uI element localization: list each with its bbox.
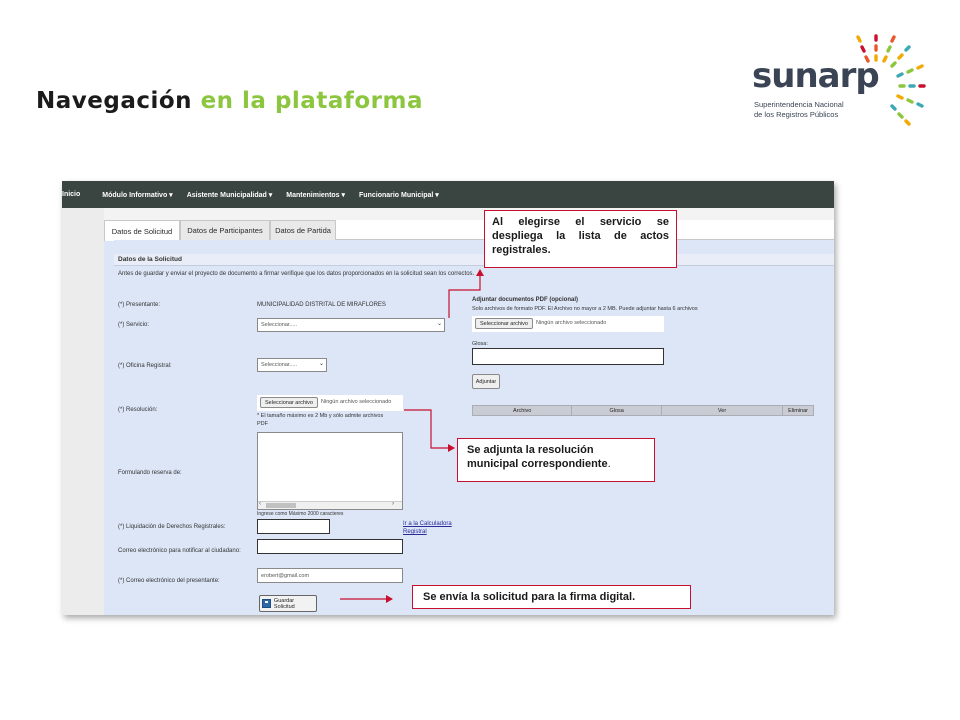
nav-modulo-informativo[interactable]: Módulo Informativo ▾	[102, 191, 173, 199]
adjuntar-file-input[interactable]	[472, 316, 664, 332]
nav-mantenimientos[interactable]: Mantenimientos ▾	[286, 191, 346, 199]
correo-ciudadano-label: Correo electrónico para notificar al ciudadano:	[118, 548, 241, 554]
servicio-label: (*) Servicio:	[118, 322, 150, 328]
app-screenshot	[62, 181, 834, 615]
col-archivo: Archivo	[473, 406, 572, 415]
logo-subtitle-line1: Superintendencia Nacional	[754, 100, 844, 109]
adjuntar-title: Adjuntar documentos PDF (opcional)	[472, 297, 578, 303]
resolucion-hint-pdf: PDF	[257, 421, 268, 427]
callout-resolucion-line2	[467, 457, 645, 471]
col-ver: Ver	[662, 406, 783, 415]
callout-resolucion	[457, 438, 655, 482]
reserva-hint: Ingrese como Máximo 2000 caracteres	[257, 511, 344, 517]
horizontal-scrollbar[interactable]	[258, 501, 402, 509]
servicio-select-value: Seleccionar.....	[261, 322, 298, 328]
presentante-label: (*) Presentante:	[118, 302, 161, 308]
oficina-label: (*) Oficina Registral:	[118, 363, 172, 369]
logo-subtitle	[754, 100, 844, 120]
col-eliminar: Eliminar	[788, 407, 809, 414]
guardar-solicitud-label: Guardar Solicitud	[273, 597, 295, 610]
adjuntar-file-status: Ningún archivo seleccionado	[536, 320, 607, 326]
top-navbar	[62, 181, 834, 208]
calculadora-link[interactable]	[403, 520, 452, 536]
logo-subtitle-line2: de los Registros Públicos	[754, 110, 839, 119]
oficina-select-value: Seleccionar.....	[261, 362, 298, 368]
left-gutter	[62, 208, 104, 615]
logo-wordmark: sunarp	[752, 56, 879, 96]
save-icon	[262, 599, 271, 608]
servicio-select[interactable]	[257, 318, 445, 332]
sunarp-logo	[748, 26, 938, 126]
oficina-select[interactable]	[257, 358, 327, 372]
correo-presentante-value: erobert@gmail.com	[261, 572, 310, 579]
callout-envio	[412, 585, 691, 609]
resolucion-hint: * El tamaño máximo es 2 Mb y sólo admite archivos	[257, 413, 384, 419]
slide-title	[36, 88, 423, 114]
adjuntar-button[interactable]: Adjuntar	[472, 374, 500, 389]
liquidacion-input[interactable]	[257, 519, 330, 534]
form-content	[114, 240, 834, 615]
calculadora-link-line2: Registral	[403, 529, 427, 535]
callout-envio-text: Se envía la solicitud para la firma digital.	[423, 591, 636, 603]
tab-bar	[104, 220, 834, 240]
adjuntar-file-button[interactable]: Seleccionar archivo	[475, 318, 533, 329]
adjuntos-table-header	[472, 405, 814, 416]
glosa-input[interactable]	[472, 348, 664, 365]
reserva-label: Formulando reserva de:	[118, 470, 182, 476]
slide-title-green: en la plataforma	[200, 88, 423, 114]
callout-servicio-text: Al elegirse el servicio se despliega la lista de actos registrales.	[492, 216, 669, 256]
slide-title-dark: Navegación	[36, 88, 193, 114]
resolucion-file-status: Ningún archivo seleccionado	[321, 399, 392, 405]
col-glosa: Glosa	[572, 406, 661, 415]
callout-resolucion-period: .	[607, 458, 611, 470]
scroll-left-icon[interactable]: ‹	[259, 501, 261, 507]
correo-ciudadano-input[interactable]	[257, 539, 403, 554]
adjuntar-subtitle: Solo archivos de formato PDF. El Archivo no mayor a 2 MB. Puede adjuntar hasta 6 archivos	[472, 306, 698, 312]
tab-datos-solicitud[interactable]: Datos de Solicitud	[104, 220, 180, 241]
callout-resolucion-line1: Se adjunta la resolución	[467, 444, 594, 456]
chevron-down-icon: ⌄	[318, 361, 324, 367]
scroll-thumb[interactable]	[266, 503, 296, 508]
liquidacion-label: (*) Liquidación de Derechos Registrales:	[118, 524, 226, 530]
resolucion-file-input[interactable]	[257, 395, 403, 411]
callout-servicio	[484, 210, 677, 268]
callout-resolucion-line2-text: municipal correspondiente	[467, 458, 608, 470]
form-note: Antes de guardar y enviar el proyecto de documento a firmar verifique que los datos proporcionados en la solicitud sean los correctos.	[118, 271, 475, 277]
tab-datos-participantes[interactable]: Datos de Participantes	[180, 220, 270, 240]
glosa-label: Glosa:	[472, 341, 488, 347]
scroll-right-icon[interactable]: ›	[392, 501, 394, 507]
nav-funcionario-municipal[interactable]: Funcionario Municipal ▾	[359, 191, 439, 199]
calculadora-link-line1: Ir a la Calculadora	[403, 521, 452, 527]
guardar-solicitud-button[interactable]	[259, 595, 317, 612]
nav-asistente-municipalidad[interactable]: Asistente Municipalidad ▾	[186, 191, 273, 199]
top-strip	[104, 208, 834, 220]
resolucion-label: (*) Resolución:	[118, 407, 158, 413]
presentante-value: MUNICIPALIDAD DISTRITAL DE MIRAFLORES	[257, 302, 386, 308]
correo-presentante-label: (*) Correo electrónico del presentante:	[118, 578, 220, 584]
resolucion-file-button[interactable]: Seleccionar archivo	[260, 397, 318, 408]
tab-datos-partida[interactable]: Datos de Partida	[270, 220, 336, 240]
correo-presentante-input[interactable]	[257, 568, 403, 583]
section-title: Datos de la Solicitud	[114, 254, 834, 266]
reserva-textarea[interactable]	[257, 432, 403, 510]
chevron-down-icon: ⌄	[436, 321, 442, 327]
nav-inicio[interactable]: Inicio	[62, 191, 81, 198]
